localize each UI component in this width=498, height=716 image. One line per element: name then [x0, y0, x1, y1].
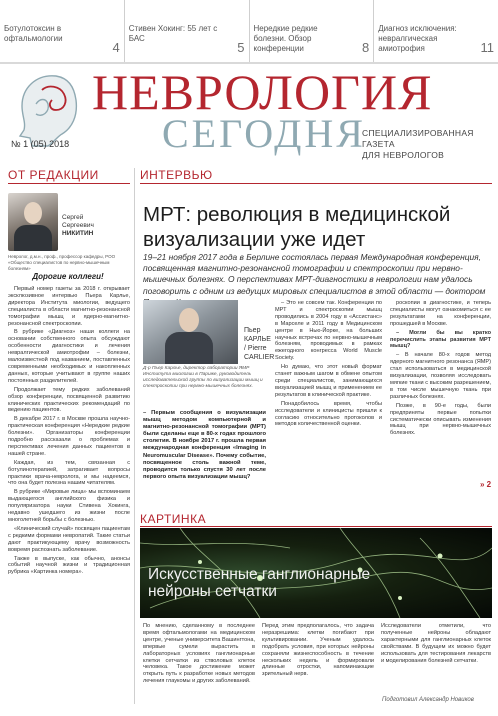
masthead-tagline	[362, 128, 498, 161]
masthead-title: НЕВРОЛОГИЯ	[92, 64, 433, 120]
picture-title: Искусственные ганглионарные нейроны сетчатки	[148, 566, 371, 600]
interview-paragraph: – Могли бы вы кратко перечислить этапы развития МРТ мышц?	[390, 329, 491, 350]
author-name	[62, 214, 126, 238]
interview-paragraph: роскопии в диагностике, и теперь специалисты могут ознакомиться с ее результатами на конференции, прошедшей в Москве.	[390, 300, 491, 327]
section-editorial-title: ОТ РЕДАКЦИИ	[8, 168, 99, 182]
editorial-paragraph: Каждая, из тем, связанная с ботулинотерапией, затрагивает вопросы практики врача-невролога, и мы надеемся, что она будет полезна нашим читателям.	[8, 459, 130, 487]
picture-text-column: По мнению, сделанному в последнее время офтальмологами на медицинском центре, ученые университета Вашингтона, впервые сумели вырастить в лабораторных условиях ганглионарные клетки сетчатки из стволовых клеток человека. Такое достижение может открыть путь к разработке новых методов лечения глаукомы и других заболеваний.	[143, 623, 255, 685]
section-interview-title: ИНТЕРВЬЮ	[140, 168, 213, 182]
section-rule	[140, 183, 492, 184]
teaser-page: 5	[237, 40, 245, 55]
editorial-paragraph: В рубрике «Мировые лица» мы вспоминаем выдающегося английского физика и популяризатора науки Стивена Хокинга, недавно ушедшего из жизни после многолетней борьбы с болезнью.	[8, 489, 130, 523]
teaser-page: 4	[112, 40, 120, 55]
continued-link[interactable]: » 2	[480, 480, 492, 489]
author-surname: НИКИТИН	[62, 230, 94, 237]
head-profile-logo-icon	[12, 70, 84, 148]
section-picture-title: КАРТИНКА	[140, 512, 207, 526]
author-photo	[8, 193, 58, 251]
interview-column-3	[390, 300, 491, 439]
interview-headline[interactable]: МРТ: революция в медицинской визуализации уже идет	[143, 203, 451, 251]
interviewee-photo	[143, 300, 238, 364]
editorial-paragraph: Также в выпуске, как обычно, анонсы событий научной жизни и традиционная рубрика «Картинка номера».	[8, 555, 130, 576]
editorial-paragraph: Продолжает тему редких заболеваний обзор конференции, посвященной развитию клинических практических рекомендаций по ведению пациентов.	[8, 386, 130, 414]
editorial-paragraph: В рубрике «Диагноз» наши коллеги на основании собственного опыта обсуждают особенности диагностики и лечения невралгической амиотрофии – болезни, малоизвестной под названием, поставленных современными необходимых и накопленных данных, которые учитывают в группе наших постоянных разделителей.	[8, 329, 130, 384]
author-patronymic: Сергеевич	[62, 222, 94, 229]
interviewee-name: Пьер КАРЛЬЕ / Pierre CARLIER	[244, 327, 275, 361]
interview-paragraph: Но думаю, что этот новый формат станет важным шагом в обмене опытом среди специалистов, занимающихся визуализацией мышц и применением ее результатов в клинической практике.	[275, 364, 382, 398]
editorial-paragraph: Первый номер газеты за 2018 г. открывает эксклюзивное интервью Пьера Карлье, директора Института миологии, ведущего специалиста в области магнитно-резонансной томографии мышц и ядерно-магнитно-резонансной спектроскопии.	[8, 286, 130, 327]
author-photo-suit	[14, 225, 52, 251]
author-first-name: Сергей	[62, 214, 84, 221]
editorial-greeting: Дорогие коллеги!	[32, 272, 104, 281]
teaser-text: Стивен Хокинг: 55 лет с БАС	[128, 24, 218, 43]
interviewee-caption: Д-р Пьер Карлье, директор лаборатории ЯМР Института миологии в Париже, руководитель исследовательской группы по визуализации мышц и спектроскопии при нервно-мышечных болезнях.	[143, 366, 263, 389]
author-role: Невролог, д.м.н., проф., профессор кафедры, РОО «Общество специалистов по нервно-мышечным болезням»	[8, 254, 116, 271]
teaser-page: 11	[480, 40, 494, 55]
editorial-paragraph: «Клинический случай» посвящен пациентам с редкими формами невропатий. Такие статьи дают практикующему врачу возможность вовремя распознать заболевание.	[8, 525, 131, 553]
teaser-page: 8	[362, 40, 370, 55]
section-rule	[140, 526, 492, 527]
interview-paragraph: – Это не совсем так. Конференции по МРТ и спектроскопии мышц проводились в 2004 году в «Ассистанс» в Марселе и 2011 году в Медицинском центре в Нью-Йорке, на больших научных встречах по нервно-мышечным болезням, проводимых в рамках ежегодного конгресса World Muscle Society.	[275, 300, 382, 362]
picture-credit: Подготовил Александр Новиков	[382, 697, 474, 703]
picture-text-column: Исследователи отметили, что полученные нейроны обладают характерными для ганглионарных клеток свойствами. В будущем их можно будет использовать для тестирования лекарств и моделирования болезней сетчатки.	[381, 623, 491, 664]
teaser-item[interactable]	[0, 0, 125, 62]
author-photo-head	[24, 202, 42, 224]
interview-lead: 19–21 ноября 2017 года в Берлине состоялась первая Международная конференция, посвященная магнитно-резонансной томографии и спектроскопии при нервно-мышечных болезнях. О перспективах МРТ-диагностики в неврологии нам удалось поговорить с одним из ведущих мировых специалистов в этой области — доктором	[143, 252, 486, 296]
interviewee-photo-body	[165, 332, 213, 364]
teaser-text: Диагноз исключения: невралгическая амиотрофия	[378, 24, 457, 53]
issue-number: № 1 (05) 2018	[11, 139, 70, 149]
interview-paragraph: – В начале 80-х годов метод ядерного магнитного резонанса (ЯМР) стал использоваться в медицинской визуализации, позволяя исследовать мягкие ткани с высоким разрешением, в том числе мышечную ткань при различных болезнях.	[390, 352, 491, 400]
teaser-item[interactable]	[250, 0, 375, 62]
interview-column-2	[275, 300, 382, 430]
section-rule	[8, 183, 130, 184]
masthead-subtitle: СЕГОДНЯ	[162, 111, 366, 156]
editorial-paragraph: В декабре 2017 г. в Москве прошла научно-практическая конференция «Нередкие редкие болезни». Организаторы конференции подробно рассказали о проблемах и перспективах лечения данных пациентов в нашей стране.	[8, 416, 130, 457]
teaser-bar	[0, 0, 498, 62]
teaser-text: Нередкие редкие болезни. Обзор конференции	[253, 24, 318, 53]
teaser-item[interactable]	[125, 0, 250, 62]
picture-text-column: Перед этим предполагалось, что задача неразрешима: клетки погибают при культивировании. Ученым удалось подобрать условия, при которых нейроны сохраняли жизнеспособность в течение нескольких недель и формировали длинные отростки, напоминающие зрительный нерв.	[262, 623, 374, 678]
tagline-line: СПЕЦИАЛИЗИРОВАННАЯ ГАЗЕТА	[362, 128, 474, 149]
tagline-line: ДЛЯ НЕВРОЛОГОВ	[362, 150, 445, 160]
interview-question: – Первым сообщения о визуализации мышц методом компьютерной и магнитно-резонансной томографии (МРТ) были сделаны еще в 80-х годах прошлого столетия. В ноябре 2017 г. прошла первая международная конференция «Imaging in Neuromuscular Disease». Почему событие, посвященное столь важной теме, проводится только спустя 30 лет после первого опыта визуализации мышц?	[143, 410, 266, 480]
interviewee-photo-head	[179, 308, 199, 332]
teaser-item[interactable]	[374, 0, 498, 62]
editorial-text	[8, 286, 130, 578]
teaser-text: Ботулотоксин в офтальмологии	[4, 24, 63, 43]
column-divider	[134, 168, 135, 704]
interview-paragraph: Понадобилось время, чтобы исследователи и клиницисты пришли к согласию относительно протоколов и методов количественной оценки.	[275, 400, 382, 428]
interview-paragraph: Позже, в 90-е годы, были предприняты первые попытки систематически описывать изменения мышц при нервно-мышечных болезнях.	[390, 402, 491, 437]
